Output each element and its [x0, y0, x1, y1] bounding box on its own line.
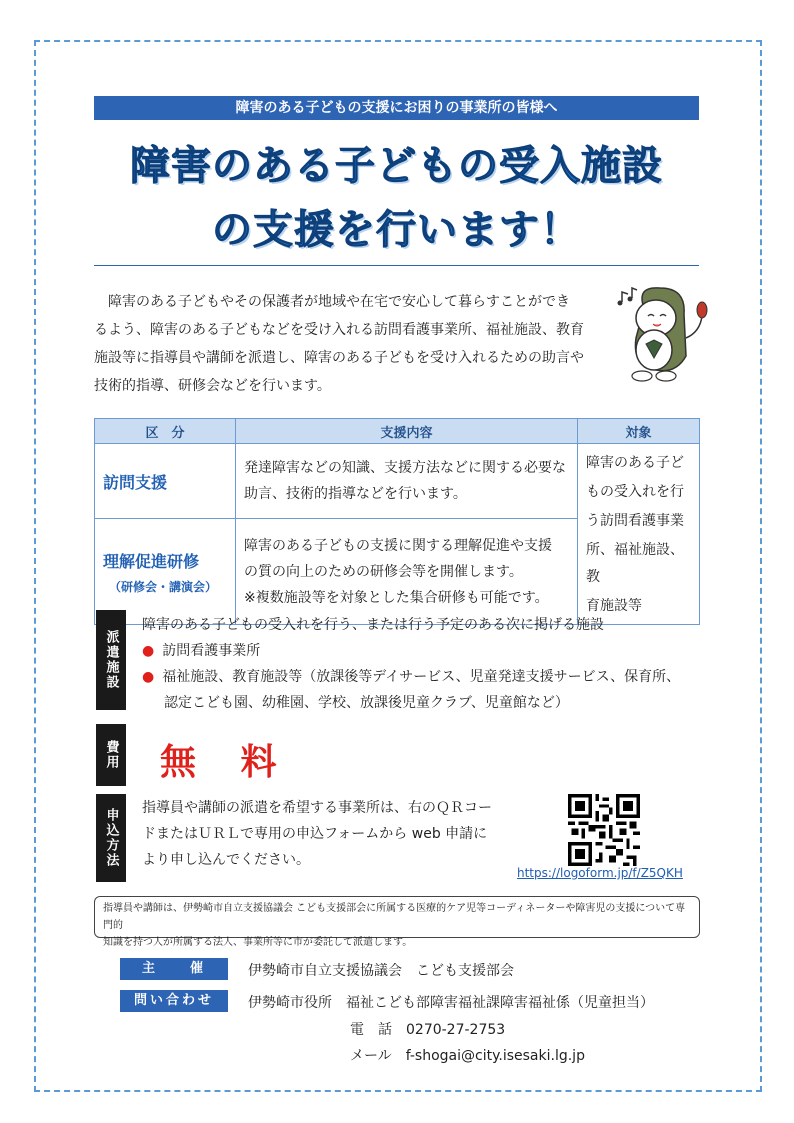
table-header: 対象 — [578, 419, 700, 444]
header-band: 障害のある子どもの支援にお困りの事業所の皆様へ — [94, 96, 699, 120]
table-header: 区 分 — [95, 419, 236, 444]
contact-email: メール f-shogai@city.isesaki.lg.jp — [350, 1048, 585, 1064]
target-line: 所、福祉施設、教 — [586, 542, 684, 585]
bullet-icon: ● — [142, 643, 155, 659]
intro-line: るよう、障害のある子どもなどを受け入れる訪問看護事業所、福祉施設、教育 — [94, 322, 584, 338]
note-line: 指導員や講師は、伊勢崎市自立支援協議会 こども支援部会に所属する医療的ケア児等コーディネーターや障害児の支援について専門的 — [103, 903, 686, 931]
title-divider — [94, 265, 699, 266]
table-row-content — [236, 519, 578, 625]
contact-label: 問い合わせ — [120, 990, 228, 1012]
table-header: 支援内容 — [236, 419, 578, 444]
dispatch-item-label: 訪問看護事業所 — [162, 643, 261, 659]
content-line: の質の向上のための研修会等を開催します。 — [244, 563, 523, 580]
note-line: 知識を持つ人が所属する法人、事業所等に市が委託して派遣します。 — [103, 937, 413, 948]
mascot-illustration — [606, 278, 716, 388]
contact-org: 伊勢崎市役所 福祉こども部障害福祉課障害福祉係（児童担当） — [248, 995, 654, 1011]
contact-phone: 電 話 0270-27-2753 — [350, 1022, 506, 1038]
target-line: もの受入れを行 — [586, 484, 684, 500]
dispatch-section — [142, 612, 702, 716]
target-line: 障害のある子ど — [586, 455, 684, 471]
target-line: 育施設等 — [586, 598, 642, 614]
table-row-content — [236, 444, 578, 519]
organizer-value: 伊勢崎市自立支援協議会 こども支援部会 — [248, 963, 514, 979]
dispatch-tag: 派遣施設 — [96, 610, 126, 710]
apply-tag: 申込方法 — [96, 794, 126, 882]
organizer-label: 主 催 — [120, 958, 228, 980]
qr-code[interactable] — [568, 794, 640, 866]
note-box — [94, 896, 700, 948]
intro-paragraph — [94, 288, 604, 400]
table-row-category — [95, 444, 236, 519]
apply-line: ドまたはＵＲＬで専用の申込フォームから web 申請に — [142, 826, 488, 842]
apply-line: 指導員や講師の派遣を希望する事業所は、右のＱＲコー — [142, 800, 492, 816]
table-row-category — [95, 519, 236, 625]
content-line: 障害のある子どもの支援に関する理解促進や支援 — [244, 537, 552, 554]
content-line: 発達障害などの知識、支援方法などに関する必要な — [244, 460, 566, 477]
dispatch-item — [142, 664, 702, 690]
dispatch-intro: 障害のある子どもの受入れを行う、または行う予定のある次に掲げる施設 — [142, 617, 604, 633]
category-sub-label: （研修会・講演会） — [109, 579, 218, 594]
cost-tag: 費用 — [96, 724, 126, 786]
content-line: 助言、技術的指導などを行います。 — [244, 486, 467, 503]
target-cell — [578, 444, 700, 625]
apply-instructions — [142, 795, 512, 873]
title-line-2: の支援を行います！ — [212, 207, 581, 253]
intro-line: 施設等に指導員や講師を派遣し、障害のある子どもを受け入れるための助言や — [94, 350, 584, 366]
intro-line: 障害のある子どもやその保護者が地域や在宅で安心して暮らすことができ — [94, 294, 570, 310]
dispatch-item-label: 福祉施設、教育施設等（放課後等デイサービス、児童発達支援サービス、保育所、 — [162, 669, 681, 685]
title-line-1: 障害のある子どもの受入施設 — [130, 143, 663, 189]
support-table — [94, 418, 700, 625]
category-label: 理解促進研修 — [103, 551, 200, 571]
cost-value: 無 料 — [160, 742, 293, 783]
intro-line: 技術的指導、研修会などを行います。 — [94, 378, 331, 394]
dispatch-item — [142, 638, 702, 664]
target-line: う訪問看護事業 — [586, 513, 684, 529]
bullet-icon: ● — [142, 669, 155, 685]
dispatch-item-continued: 認定こども園、幼稚園、学校、放課後児童クラブ、児童館など） — [164, 695, 569, 711]
category-label: 訪問支援 — [103, 472, 168, 492]
content-line: ※複数施設等を対象とした集合研修も可能です。 — [244, 589, 549, 606]
apply-line: より申し込んでください。 — [142, 852, 310, 868]
application-url-link[interactable]: https://logoform.jp/f/Z5QKH — [517, 866, 683, 880]
